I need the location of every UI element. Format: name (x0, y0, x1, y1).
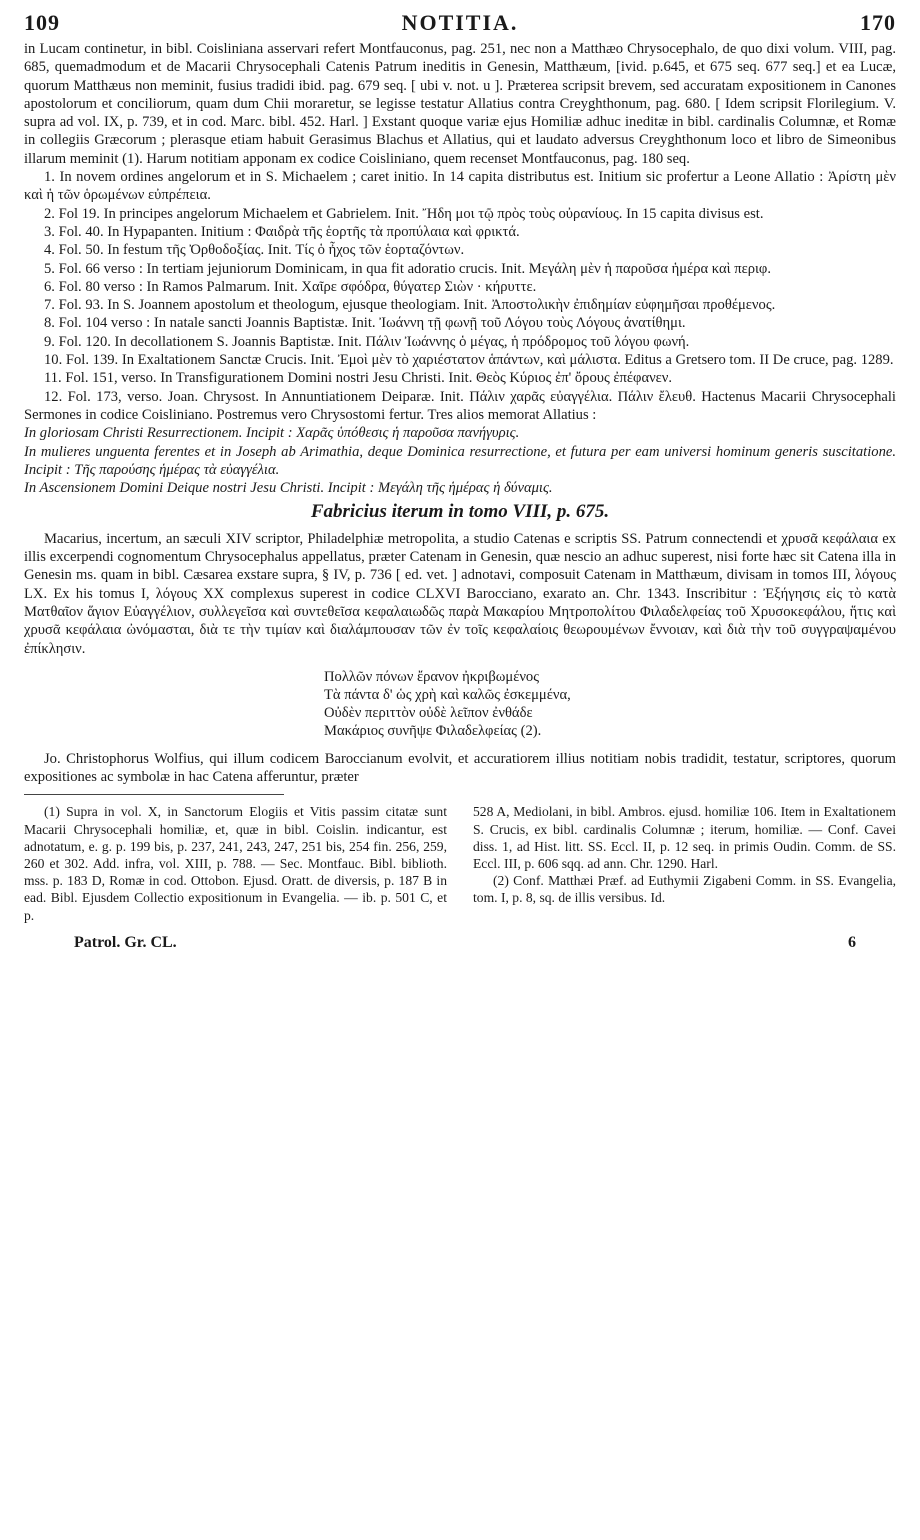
wolfius-paragraph: Jo. Christophorus Wolfius, qui illum codicem Baroccianum evolvit, et accuratiorem illius notitiam nobis tradidit, testatur, scriptores, quorum expositiones ac symbolæ in hac Catena afferuntur, præter (24, 750, 896, 786)
allatius-item-3: In Ascensionem Domini Deique nostri Jesu Christi. Incipit : Μεγάλη τῆς ἡμέρας ἡ δύναμις. (24, 480, 553, 497)
verse-line-3: Οὐδὲν περιττὸν οὐδὲ λεῖπον ἐνθάδε (324, 704, 533, 721)
homily-item-2: 2. Fol 19. In principes angelorum Michaelem et Gabrielem. Init. Ἤδη μοι τῷ πρὸς τοὺς οὐρανίους. In 15 capita divisus est. (44, 205, 764, 222)
homily-item-9: 9. Fol. 120. In decollationem S. Joannis Baptistæ. Init. Πάλιν Ἰωάννης ὁ μέγας, ἡ πρόδρομος τοῦ λόγου φωνή. (44, 333, 690, 350)
main-text (24, 40, 896, 786)
page-footer (24, 934, 896, 952)
footnote-divider (24, 794, 284, 795)
verse-line-2: Τὰ πάντα δ' ὡς χρὴ καὶ καλῶς ἐσκεμμένα, (324, 686, 571, 703)
intro-paragraph: in Lucam continetur, in bibl. Coisliniana asservari refert Montfauconus, pag. 251, nec non a Matthæo Chrysocephalo, de quo dixi volum. VIII, pag. 685, quemadmodum et de Macarii Chrysocephali Catenis Patrum ineditis in Genesin, Matthæum, [ivid. p.645, et 675 seq. 677 seq.] et ea Lucæ, quorum Matthæus non meminit, fusius tradidi ibid. pag. 679 seq. [ ubi v. not. u ]. Præterea scripsit brevem, sed accuratam expositionem in Canones apostolorum et conciliorum, quam dum Chii moraretur, se legisse testatur Allatius contra Creyghthonum, pag. 680. [ Idem scripsit Florilegium. V. supra ad vol. IX, p. 739, et in cod. Marc. bibl. 452. Harl. ] Exstant quoque variæ ejus Homiliæ adhuc ineditæ in bibl. cardinalis Columnæ, et Romæ in collegiis Græcorum ; plerasque etiam habuit Gerasimus Blachus et Allatius, qui et laudato adversus Creyghthonum loco et libro de Simeonibus illarum meminit (1). Harum notitiam apponam ex codice Coisliniano, quem recenset Montfauconus, pag. 180 seq. (24, 41, 896, 167)
homily-item-6: 6. Fol. 80 verso : In Ramos Palmarum. Init. Χαῖρε σφόδρα, θύγατερ Σιὼν · κήρυττε. (44, 278, 537, 295)
footnotes (24, 803, 896, 923)
fabricius-paragraph: Macarius, incertum, an sæculi XIV scriptor, Philadelphiæ metropolita, a studio Catenas e scriptis SS. Patrum connectendi et χρυσᾶ κεφάλαια ex illis excerpendi cognomentum Chrysocephalus appellatus, præter Catenam in Genesin, quæ nescio an adhuc superest, nisi forte hæc sit Catena illa in Genesin ms. quam in bibl. Cæsarea exstare supra, § IV, p. 736 [ ed. vet. ] adnotavi, composuit Catenam in Matthæum, divisam in tomos III, λόγους LX. Ex his tomus I, λόγους XX complexus superest in codice CLXVI Barocciano, exarato an. Chr. 1343. Inscribitur : Ἐξήγησις εἰς τὸ κατὰ Ματθαῖον ἅγιον Εὐαγγέλιον, συλλεγεῖσα καὶ συντεθεῖσα κεφαλαιωδῶς παρὰ Μακαρίου Μητροπολίτου Φιλαδελφείας τοῦ Χρυσοκεφάλου, ἥτις καὶ χρυσᾶ κεφάλαια ὠνόμασται, διὰ τε τὴν τιμίαν καὶ διαλάμπουσαν τῶν ἐν τοῖς κεφαλαίοις θεωρουμένων ἔννοιαν, καὶ διὰ τὴν τοῦ συγγραψαμένου ἐπίκλησιν. (24, 530, 896, 657)
signature-mark: 6 (848, 933, 856, 951)
allatius-item-2: In mulieres unguenta ferentes et in Joseph ab Arimathia, deque Dominica resurrectione, et futura per eam universi hominum generis suscitatione. Incipit : Τῆς παρούσης ἡμέρας τὰ εὐαγγέλια. (24, 443, 896, 478)
series-label: Patrol. Gr. CL. (74, 933, 177, 951)
footnote-1: (1) Supra in vol. X, in Sanctorum Elogiis et Vitis passim citatæ sunt Macarii Chrysocephali homiliæ, et, quæ in bibl. Coislin. indicantur, est adnotatum, e. g. p. 199 bis, p. 237, 241, 243, 247, 251 bis, 254 fin. 256, 259, 260 et 302. Add. infra, vol. XIII, p. 788. — Sec. Montfauc. Bibl. biblioth. mss. p. 183 D, Romæ in cod. Ottobon. Ejusd. Oratt. de diversis, p. 187 B in ead. Bibl. Ejusdem Collectio expositionum in Evangelia. — ib. p. 501 C, et p. (24, 804, 447, 923)
homily-item-8: 8. Fol. 104 verso : In natale sancti Joannis Baptistæ. Init. Ἰωάννη τῇ φωνῇ τοῦ Λόγου τοὺς Λόγους ἀνατίθημι. (44, 315, 686, 332)
footnote-column-left (24, 803, 447, 923)
running-head (24, 10, 896, 40)
homily-item-12: 12. Fol. 173, verso. Joan. Chrysost. In Annuntiationem Deiparæ. Init. Πάλιν χαρᾶς εὐαγγέλια. Πάλιν ἔλευθ. Hactenus Macarii Chrysocephali Sermones in codice Coisliniano. Postremus vero Chrysostomi fertur. Tres alios memorat Allatius : (24, 388, 896, 423)
verse-line-4: Μακάριος συνῆψε Φιλαδελφείας (2). (324, 722, 542, 739)
right-page-number: 170 (859, 10, 896, 35)
verse-line-1: Πολλῶν πόνων ἔρανον ἠκριβωμένος (324, 668, 540, 685)
homily-item-4: 4. Fol. 50. In festum τῆς Ὀρθοδοξίας. Init. Τίς ὁ ἦχος τῶν ἑορταζόντων. (44, 242, 465, 259)
greek-verse (324, 668, 644, 740)
homily-item-11: 11. Fol. 151, verso. In Transfigurationem Domini nostri Jesu Christi. Init. Θεὸς Κύριος ἐπ' ὄρους ἐπέφανεν. (44, 370, 673, 387)
running-title: NOTITIA. (401, 10, 519, 35)
homily-item-3: 3. Fol. 40. In Hypapanten. Initium : Φαιδρὰ τῆς ἑορτῆς τὰ προπύλαια καὶ φρικτά. (44, 223, 520, 240)
footnote-column-right (473, 803, 896, 923)
homily-item-5: 5. Fol. 66 verso : In tertiam jejuniorum Dominicam, in qua fit adoratio crucis. Init. Μεγάλη μὲν ἡ παροῦσα ἡμέρα καὶ περιφ. (44, 260, 772, 277)
left-page-number: 109 (24, 10, 60, 35)
footnote-1-continued: 528 A, Mediolani, in bibl. Ambros. ejusd. homiliæ 106. Item in Exaltationem S. Crucis, ex bibl. cardinalis Columnæ ; iterum, homiliæ. — Conf. Cavei diss. 1, ad Hist. litt. SS. Eccl. II, p. 12 seq. in primis Oudin. Comm. de SS. Eccl. III, p. 606 sqq. ad ann. Chr. 1290. Harl. (473, 804, 896, 871)
homily-item-7: 7. Fol. 93. In S. Joannem apostolum et theologum, ejusque theologiam. Init. Ἀποστολικὴν ἐπιδημίαν εὐφημῆσαι προθέμενος. (44, 297, 776, 314)
homily-item-10: 10. Fol. 139. In Exaltationem Sanctæ Crucis. Init. Ἐμοὶ μὲν τὸ χαριέστατον ἁπάντων, καὶ μάλιστα. Editus a Gretsero tom. II De cruce, pag. 1289. (44, 352, 894, 369)
section-heading: Fabricius iterum in tomo VIII, p. 675. (310, 501, 610, 523)
allatius-item-1: In gloriosam Christi Resurrectionem. Incipit : Χαρᾶς ὑπόθεσις ἡ παροῦσα πανήγυρις. (24, 425, 520, 442)
homily-item-1: 1. In novem ordines angelorum et in S. Michaelem ; caret initio. In 14 capita distributus est. Initium sic profertur a Leone Allatio : Ἀρίστη μὲν καὶ ἡ τῶν ὁρωμένων εὐπρέπεια. (24, 169, 896, 204)
footnote-2: (2) Conf. Matthæi Præf. ad Euthymii Zigabeni Comm. in SS. Evangelia, tom. I, p. 8, sq. de illis versibus. Id. (473, 873, 896, 906)
